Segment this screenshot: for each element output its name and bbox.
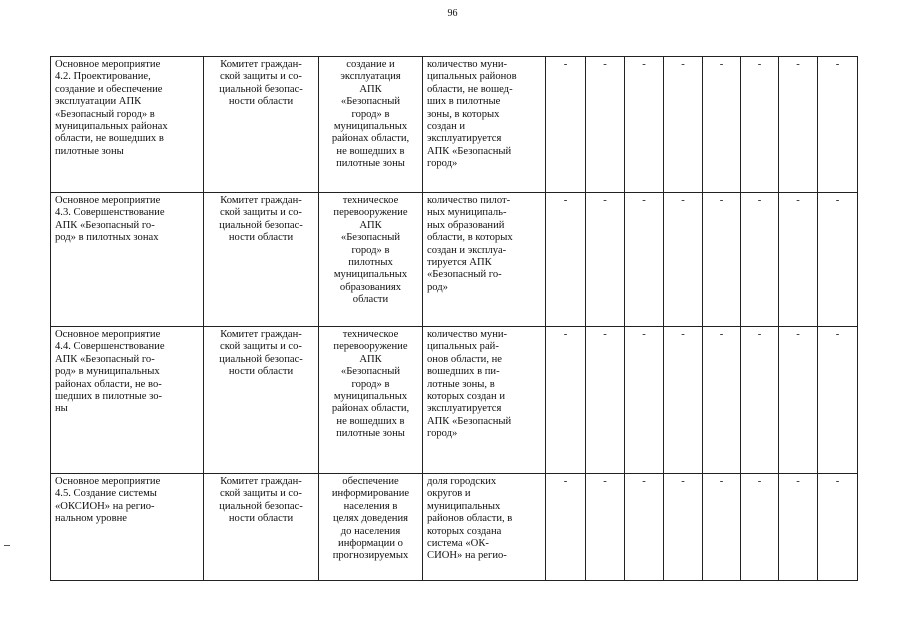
value-cell: - [818, 474, 858, 581]
indicator-cell: доля городских округов и муниципальных районов области, в которых создана система «ОК- СИОН» на регио- [423, 474, 546, 581]
event-cell: Основное мероприятие 4.5. Создание системы «ОКСИОН» на регио- нальном уровне [51, 474, 204, 581]
page-number: 96 [447, 8, 458, 19]
executor-cell: Комитет граждан- ской защиты и со- циальной безопас- ности области [204, 474, 319, 581]
value-cell: - [625, 327, 664, 474]
value-cell: - [818, 327, 858, 474]
table-row [51, 193, 858, 327]
value-cell: - [625, 474, 664, 581]
edge-mark [4, 545, 10, 546]
value-cell: - [703, 193, 741, 327]
event-cell: Основное мероприятие 4.2. Проектирование, создание и обеспечение эксплуатации АПК «Безопасный город» в муниципальных районах области, не вошедших в пилотные зоны [51, 57, 204, 193]
table-row [51, 57, 858, 193]
executor-cell: Комитет граждан- ской защиты и со- циальной безопас- ности области [204, 193, 319, 327]
value-cell: - [741, 193, 779, 327]
result-cell: техническое перевооружение АПК «Безопасный город» в муниципальных районах области, не вошедших в пилотные зоны [319, 327, 423, 474]
value-cell: - [586, 57, 625, 193]
indicator-cell: количество муни- ципальных районов области, не вошед- ших в пилотные зоны, в которых создан и эксплуатируется АПК «Безопасный город» [423, 57, 546, 193]
value-cell: - [586, 327, 625, 474]
value-cell: - [779, 57, 818, 193]
executor-cell: Комитет граждан- ской защиты и со- циальной безопас- ности области [204, 327, 319, 474]
value-cell: - [703, 327, 741, 474]
value-cell: - [741, 474, 779, 581]
value-cell: - [664, 327, 703, 474]
value-cell: - [818, 57, 858, 193]
value-cell: - [546, 327, 586, 474]
indicator-cell: количество пилот- ных муниципаль- ных образований области, в которых создан и эксплуа- тируется АПК «Безопасный го- род» [423, 193, 546, 327]
event-cell: Основное мероприятие 4.4. Совершенствование АПК «Безопасный го- род» в муниципальных районах области, не во- шедших в пилотные зо- ны [51, 327, 204, 474]
value-cell: - [818, 193, 858, 327]
value-cell: - [741, 57, 779, 193]
event-cell: Основное мероприятие 4.3. Совершенствование АПК «Безопасный го- род» в пилотных зонах [51, 193, 204, 327]
value-cell: - [779, 474, 818, 581]
value-cell: - [625, 57, 664, 193]
value-cell: - [664, 193, 703, 327]
result-cell: техническое перевооружение АПК «Безопасный город» в пилотных муниципальных образованиях области [319, 193, 423, 327]
value-cell: - [546, 57, 586, 193]
value-cell: - [546, 193, 586, 327]
value-cell: - [703, 57, 741, 193]
table-row [51, 474, 858, 581]
result-cell: создание и эксплуатация АПК «Безопасный город» в муниципальных районах области, не вошедших в пилотные зоны [319, 57, 423, 193]
result-cell: обеспечение информирование населения в целях доведения до населения информации о прогнозируемых [319, 474, 423, 581]
executor-cell: Комитет граждан- ской защиты и со- циальной безопас- ности области [204, 57, 319, 193]
value-cell: - [779, 193, 818, 327]
value-cell: - [664, 57, 703, 193]
program-table [50, 56, 858, 581]
value-cell: - [586, 474, 625, 581]
value-cell: - [546, 474, 586, 581]
value-cell: - [779, 327, 818, 474]
value-cell: - [703, 474, 741, 581]
value-cell: - [741, 327, 779, 474]
table-row [51, 327, 858, 474]
value-cell: - [625, 193, 664, 327]
value-cell: - [664, 474, 703, 581]
value-cell: - [586, 193, 625, 327]
indicator-cell: количество муни- ципальных рай- онов области, не вошедших в пи- лотные зоны, в которых создан и эксплуатируется АПК «Безопасный город» [423, 327, 546, 474]
